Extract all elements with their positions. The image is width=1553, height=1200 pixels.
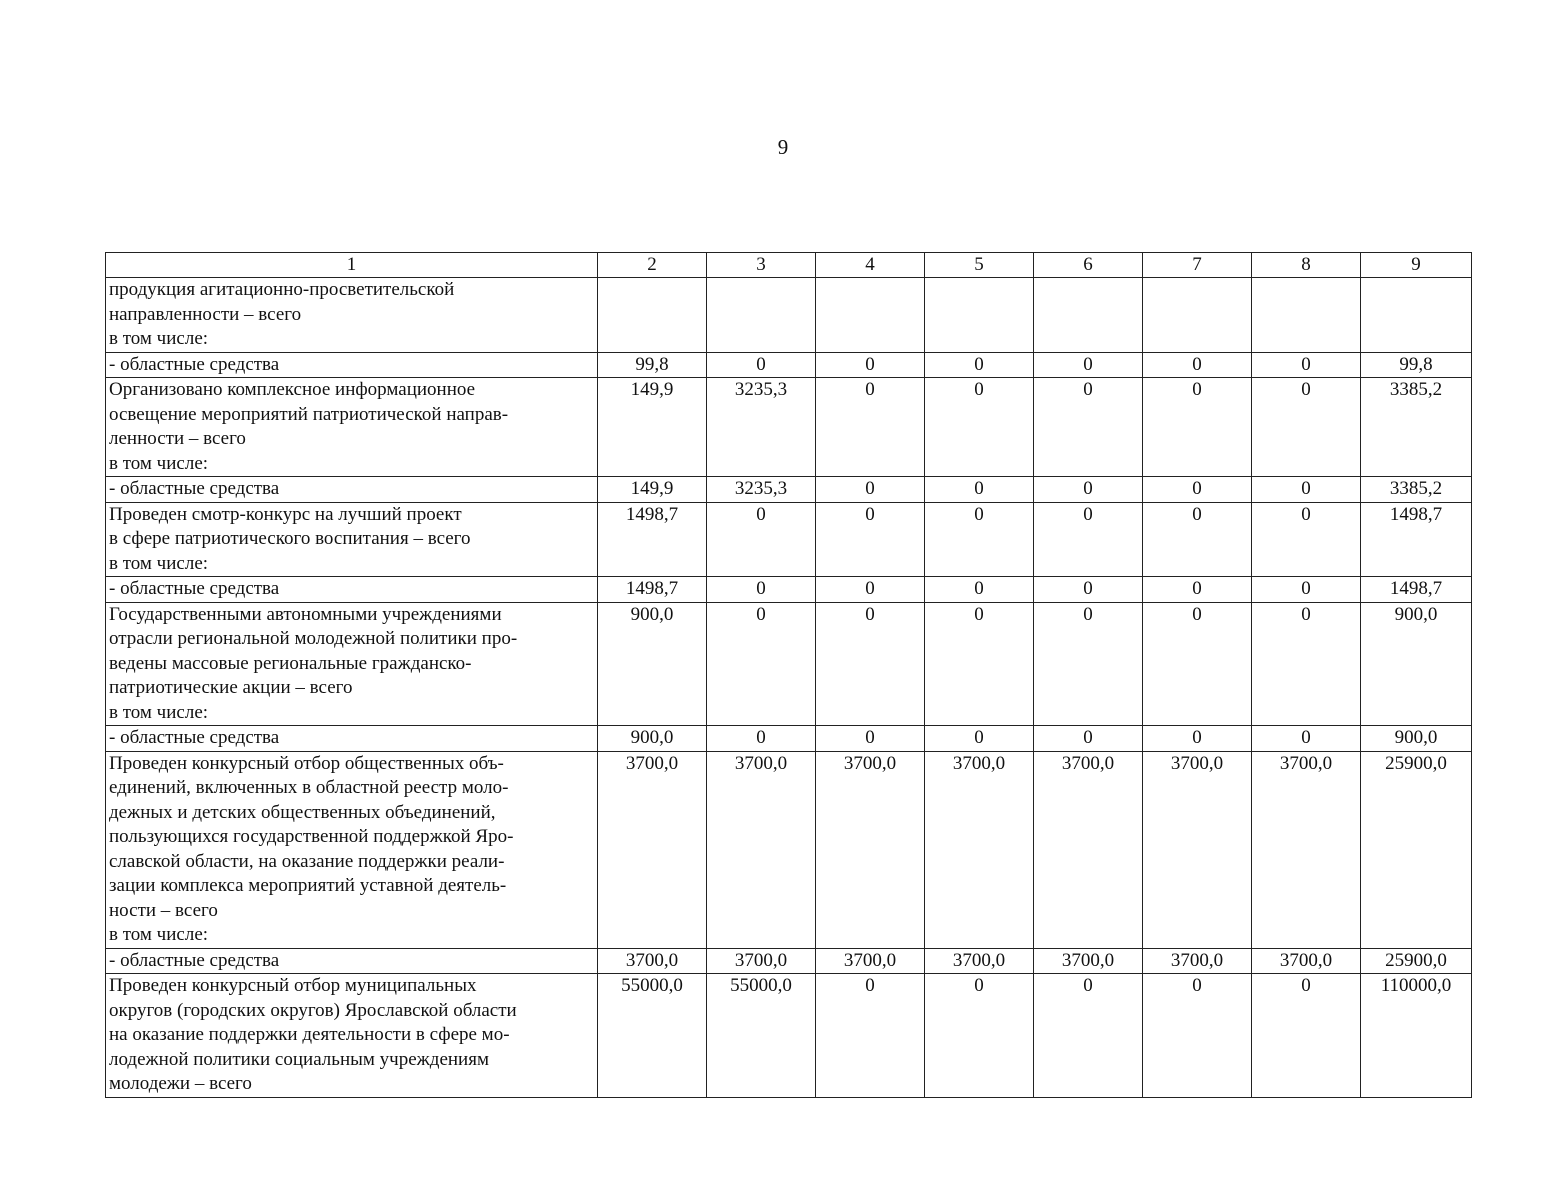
column-header: 5 bbox=[925, 253, 1034, 278]
table-row bbox=[106, 278, 1472, 353]
table-cell-value: 900,0 bbox=[598, 726, 707, 752]
table-cell-value: 0 bbox=[1252, 502, 1361, 577]
table-cell-value: 0 bbox=[707, 726, 816, 752]
table-cell-value: 3235,3 bbox=[707, 477, 816, 503]
table-cell-value: 0 bbox=[925, 577, 1034, 603]
table-cell-value: 0 bbox=[816, 502, 925, 577]
table-cell-value: 1498,7 bbox=[598, 502, 707, 577]
table-cell-value bbox=[707, 278, 816, 353]
table-cell-value: 110000,0 bbox=[1361, 974, 1472, 1098]
table-cell-value: 0 bbox=[816, 602, 925, 726]
table-cell-value bbox=[1143, 278, 1252, 353]
table-cell-value: 0 bbox=[1252, 352, 1361, 378]
table-cell-value: 3700,0 bbox=[598, 948, 707, 974]
table-cell-value: 0 bbox=[1252, 378, 1361, 477]
table-cell-value: 55000,0 bbox=[598, 974, 707, 1098]
table-cell-value: 0 bbox=[816, 577, 925, 603]
table-cell-value: 0 bbox=[1034, 477, 1143, 503]
table-cell-value: 900,0 bbox=[1361, 726, 1472, 752]
table-cell-value: 55000,0 bbox=[707, 974, 816, 1098]
table-cell-value: 0 bbox=[816, 352, 925, 378]
table-cell-value: 3385,2 bbox=[1361, 477, 1472, 503]
table-cell-value: 0 bbox=[1034, 577, 1143, 603]
table-cell-value: 3700,0 bbox=[925, 751, 1034, 948]
row-label: Организовано комплексное информационное освещение мероприятий патриотической направ- ленности – всего в том числе: bbox=[106, 378, 598, 477]
table-row bbox=[106, 751, 1472, 948]
row-label: Государственными автономными учреждениями отрасли региональной молодежной политики про- ведены массовые региональные гражданско- патриотические акции – всего в том числе: bbox=[106, 602, 598, 726]
table-cell-value: 149,9 bbox=[598, 477, 707, 503]
table-cell-value: 1498,7 bbox=[1361, 502, 1472, 577]
table-cell-value bbox=[816, 278, 925, 353]
table-cell-value: 3700,0 bbox=[1252, 948, 1361, 974]
table-row bbox=[106, 352, 1472, 378]
table-cell-value: 0 bbox=[925, 477, 1034, 503]
table-cell-value: 1498,7 bbox=[1361, 577, 1472, 603]
table-cell-value: 3700,0 bbox=[1143, 948, 1252, 974]
table-cell-value: 3700,0 bbox=[707, 948, 816, 974]
table-cell-value: 0 bbox=[1034, 378, 1143, 477]
table-cell-value: 25900,0 bbox=[1361, 751, 1472, 948]
table-cell-value: 0 bbox=[1034, 726, 1143, 752]
table-cell-value: 0 bbox=[1143, 602, 1252, 726]
table-cell-value: 0 bbox=[1143, 352, 1252, 378]
table-cell-value: 25900,0 bbox=[1361, 948, 1472, 974]
table-cell-value: 0 bbox=[1252, 602, 1361, 726]
table-cell-value: 0 bbox=[707, 352, 816, 378]
budget-table bbox=[105, 252, 1472, 1098]
table-cell-value: 0 bbox=[1034, 974, 1143, 1098]
table-row bbox=[106, 502, 1472, 577]
table-row bbox=[106, 477, 1472, 503]
row-label: - областные средства bbox=[106, 352, 598, 378]
column-header: 3 bbox=[707, 253, 816, 278]
table-cell-value: 0 bbox=[1143, 378, 1252, 477]
table-cell-value: 3700,0 bbox=[1252, 751, 1361, 948]
column-header: 2 bbox=[598, 253, 707, 278]
table-cell-value bbox=[1361, 278, 1472, 353]
table-cell-value: 3700,0 bbox=[816, 948, 925, 974]
table-cell-value: 0 bbox=[1034, 352, 1143, 378]
row-label: - областные средства bbox=[106, 577, 598, 603]
table-row bbox=[106, 602, 1472, 726]
table-cell-value: 0 bbox=[816, 974, 925, 1098]
table-cell-value: 3700,0 bbox=[1034, 751, 1143, 948]
table-cell-value: 0 bbox=[816, 726, 925, 752]
table-cell-value: 0 bbox=[707, 502, 816, 577]
table-cell-value: 0 bbox=[925, 352, 1034, 378]
table-cell-value: 0 bbox=[1143, 726, 1252, 752]
table-cell-value: 0 bbox=[1252, 974, 1361, 1098]
table-cell-value: 3700,0 bbox=[707, 751, 816, 948]
page-number: 9 bbox=[777, 135, 789, 159]
table-cell-value: 3235,3 bbox=[707, 378, 816, 477]
row-label: - областные средства bbox=[106, 726, 598, 752]
table-cell-value: 0 bbox=[1143, 502, 1252, 577]
table-cell-value: 99,8 bbox=[598, 352, 707, 378]
table-cell-value: 0 bbox=[925, 974, 1034, 1098]
table-cell-value: 0 bbox=[1143, 577, 1252, 603]
column-header: 4 bbox=[816, 253, 925, 278]
table-cell-value: 1498,7 bbox=[598, 577, 707, 603]
column-header: 7 bbox=[1143, 253, 1252, 278]
table-cell-value: 0 bbox=[707, 577, 816, 603]
table-row bbox=[106, 726, 1472, 752]
table-cell-value: 0 bbox=[925, 502, 1034, 577]
table-cell-value: 0 bbox=[925, 378, 1034, 477]
table-cell-value: 0 bbox=[925, 602, 1034, 726]
table-row bbox=[106, 948, 1472, 974]
table-cell-value: 3700,0 bbox=[816, 751, 925, 948]
table-row bbox=[106, 974, 1472, 1098]
column-header: 6 bbox=[1034, 253, 1143, 278]
row-label: Проведен смотр-конкурс на лучший проект в сфере патриотического воспитания – всего в том числе: bbox=[106, 502, 598, 577]
table-cell-value: 3700,0 bbox=[925, 948, 1034, 974]
table-cell-value: 0 bbox=[1143, 477, 1252, 503]
row-label: - областные средства bbox=[106, 948, 598, 974]
table-cell-value: 0 bbox=[707, 602, 816, 726]
table-cell-value: 0 bbox=[1143, 974, 1252, 1098]
table-header-row bbox=[106, 253, 1472, 278]
column-header: 1 bbox=[106, 253, 598, 278]
table-cell-value: 0 bbox=[1252, 726, 1361, 752]
table-cell-value: 3700,0 bbox=[1143, 751, 1252, 948]
table-cell-value: 0 bbox=[925, 726, 1034, 752]
table-cell-value bbox=[925, 278, 1034, 353]
table-cell-value: 0 bbox=[1252, 577, 1361, 603]
table-cell-value: 0 bbox=[1252, 477, 1361, 503]
table-cell-value: 149,9 bbox=[598, 378, 707, 477]
table-cell-value: 900,0 bbox=[598, 602, 707, 726]
column-header: 8 bbox=[1252, 253, 1361, 278]
table-cell-value bbox=[598, 278, 707, 353]
table-cell-value bbox=[1034, 278, 1143, 353]
table-row bbox=[106, 577, 1472, 603]
table-cell-value: 3700,0 bbox=[598, 751, 707, 948]
table-cell-value: 0 bbox=[1034, 502, 1143, 577]
row-label: Проведен конкурсный отбор общественных объ- единений, включенных в областной реестр моло- дежных и детских общественных объединений, пользующихся государственной поддержкой Яро- славской области, на оказание поддержки реали- зации комплекса мероприятий уставной деятель- ности – всего в том числе: bbox=[106, 751, 598, 948]
table-cell-value: 0 bbox=[816, 477, 925, 503]
table-cell-value: 3700,0 bbox=[1034, 948, 1143, 974]
column-header: 9 bbox=[1361, 253, 1472, 278]
table-cell-value: 3385,2 bbox=[1361, 378, 1472, 477]
table-cell-value: 0 bbox=[1034, 602, 1143, 726]
row-label: - областные средства bbox=[106, 477, 598, 503]
row-label: продукция агитационно-просветительской направленности – всего в том числе: bbox=[106, 278, 598, 353]
table-cell-value: 99,8 bbox=[1361, 352, 1472, 378]
table-cell-value bbox=[1252, 278, 1361, 353]
row-label: Проведен конкурсный отбор муниципальных округов (городских округов) Ярославской области на оказание поддержки деятельности в сфере мо- лодежной политики социальным учреждениям молодежи – всего bbox=[106, 974, 598, 1098]
table-row bbox=[106, 378, 1472, 477]
table-cell-value: 0 bbox=[816, 378, 925, 477]
table-cell-value: 900,0 bbox=[1361, 602, 1472, 726]
